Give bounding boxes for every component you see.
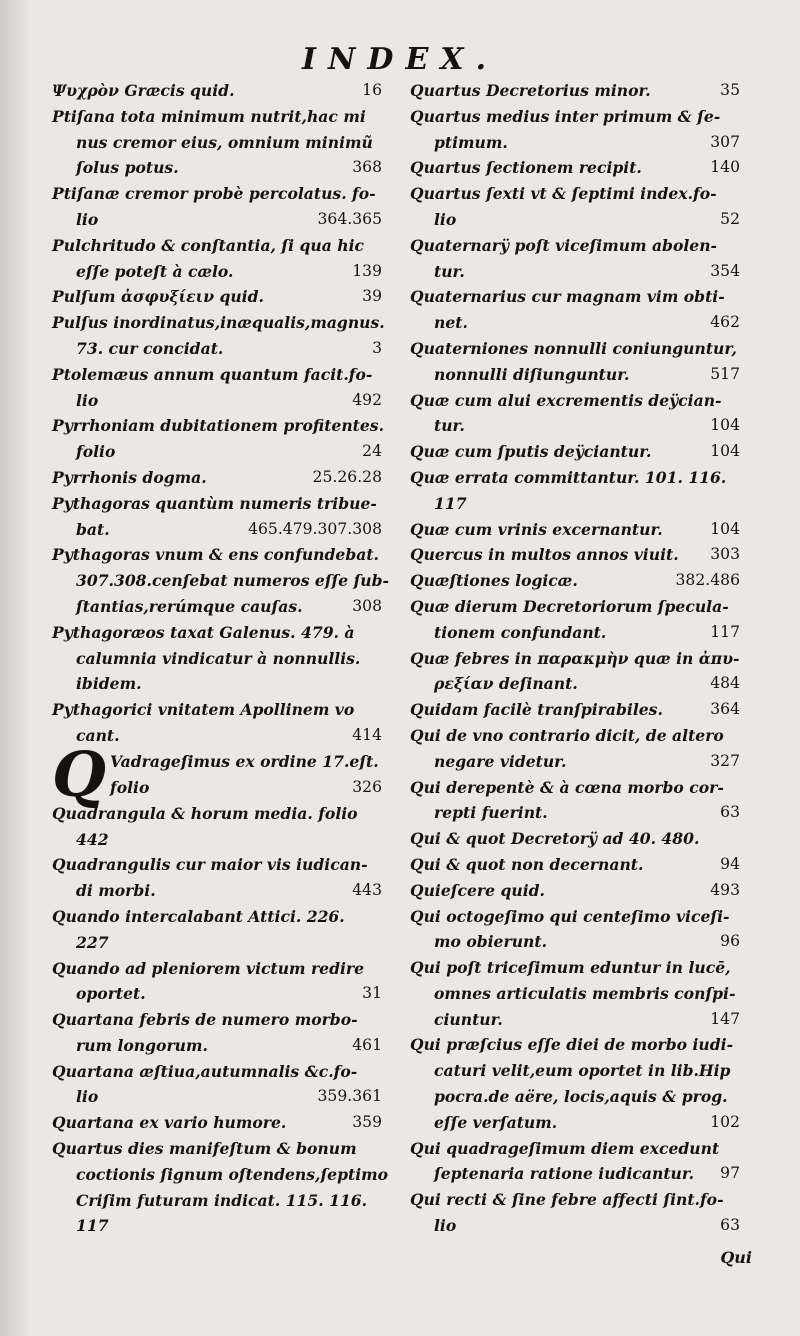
index-entry	[52, 801, 382, 853]
entry-line	[52, 1110, 382, 1136]
entry-line	[410, 439, 740, 465]
entry-text: Pulchritudo & conſtantia, ſi qua hic	[52, 235, 365, 255]
entry-text: Quadrangulis cur maior vis iudican-	[52, 855, 368, 875]
page-reference: 308	[352, 596, 382, 615]
entry-line	[410, 259, 740, 285]
entry-line	[52, 207, 382, 233]
entry-text: Quidam facilè tranſpirabiles.	[410, 700, 663, 720]
entry-text: Quæ cum alui excrementis deÿcian-	[410, 390, 722, 410]
page-reference: 414	[352, 725, 382, 744]
entry-line	[410, 336, 740, 362]
index-entry	[410, 723, 740, 775]
entry-text: 227	[76, 932, 109, 952]
page-reference: 492	[352, 390, 382, 409]
entry-text: Ptolemæus annum quantum facit.fo-	[52, 364, 373, 384]
entry-line	[52, 568, 390, 594]
entry-text: Quæ errata committantur. 101. 116.	[410, 467, 727, 487]
entry-line	[410, 1058, 740, 1084]
page-reference: 94	[720, 854, 740, 873]
entry-line	[410, 1187, 740, 1213]
page-reference: 465.479.307.308	[248, 519, 382, 538]
entry-line	[410, 310, 740, 336]
entry-text: Qui octogeſimo qui centeſimo viceſi-	[410, 906, 730, 926]
entry-text: tionem confundant.	[434, 622, 607, 642]
entry-text: cant.	[76, 725, 120, 745]
entry-line	[52, 594, 382, 620]
index-entry	[52, 465, 382, 491]
index-entry	[410, 646, 740, 698]
catchword: Qui	[720, 1248, 752, 1267]
index-entry	[52, 491, 382, 543]
entry-text: coctionis ſignum oſtendens,ſeptimo	[76, 1164, 389, 1184]
entry-line	[52, 646, 382, 672]
entry-line	[410, 388, 740, 414]
entry-text: nonnulli diſiunguntur.	[434, 364, 630, 384]
entry-text: ptimum.	[434, 132, 508, 152]
entry-text: Qui poſt triceſimum eduntur in lucē,	[410, 958, 731, 978]
page-reference: 140	[710, 158, 740, 177]
entry-text: Qui quadrageſimum diem excedunt	[410, 1138, 720, 1158]
entry-line	[52, 542, 382, 568]
entry-line	[410, 1084, 740, 1110]
index-entry	[410, 878, 740, 904]
entry-line	[52, 852, 382, 878]
entry-line	[410, 1213, 740, 1239]
entry-text: Quadrangula & horum media. folio	[52, 803, 358, 823]
page-reference: 359.361	[317, 1087, 382, 1106]
entry-text: Qui recti & ſine febre affecti ſint.fo-	[410, 1190, 724, 1210]
index-entry	[410, 904, 740, 956]
page-reference: 25.26.28	[312, 467, 382, 486]
entry-line	[52, 465, 382, 491]
entry-line	[52, 1084, 382, 1110]
entry-text: Qui præſcius eſſe diei de morbo iudi-	[410, 1035, 734, 1055]
entry-line	[110, 775, 382, 801]
entry-text: net.	[434, 313, 468, 333]
index-entry	[52, 362, 382, 414]
entry-text: caturi velit,eum oportet in lib.Hip	[434, 1061, 731, 1081]
page-reference: 493	[710, 880, 740, 899]
entry-line	[410, 749, 740, 775]
entry-text: calumnia vindicatur à nonnullis.	[76, 648, 361, 668]
entry-line	[52, 904, 382, 930]
entry-text: 117	[76, 1216, 109, 1236]
entry-line	[410, 1136, 740, 1162]
entry-text: lio	[434, 209, 457, 229]
entry-line	[52, 981, 382, 1007]
entry-line	[410, 594, 740, 620]
entry-text: rum longorum.	[76, 1035, 208, 1055]
index-entry	[410, 78, 740, 104]
entry-text: Pythagoras vnum & ens confundebat.	[52, 545, 379, 565]
entry-text: Quaternarÿ poſt viceſimum abolen-	[410, 235, 718, 255]
page-reference: 16	[362, 81, 382, 99]
index-entry	[410, 955, 740, 1032]
entry-text: Quercus in multos annos viuit.	[410, 545, 679, 565]
page-gutter-shadow	[0, 0, 30, 1336]
index-entry	[52, 181, 382, 233]
index-entry	[410, 568, 740, 594]
entry-line	[410, 620, 740, 646]
entry-text: Quando ad pleniorem victum redire	[52, 958, 365, 978]
entry-line	[52, 1007, 382, 1033]
page-reference: 307	[710, 132, 740, 151]
entry-text: eſſe poteſt à cælo.	[76, 261, 234, 281]
entry-line	[410, 697, 740, 723]
entry-text: folio	[110, 777, 150, 797]
entry-text: Pythagoras quantùm numeris tribue-	[52, 493, 377, 513]
index-entry	[410, 336, 740, 388]
entry-text: lio	[76, 1087, 99, 1107]
index-entry	[52, 310, 385, 362]
entry-text: Quæ dierum Decretoriorum ſpecula-	[410, 596, 729, 616]
entry-text: omnes articulatis membris conſpi-	[434, 983, 736, 1003]
entry-text: repti fuerint.	[434, 803, 548, 823]
index-entry	[52, 904, 382, 956]
page-reference: 39	[362, 287, 382, 306]
right-column	[410, 78, 740, 1239]
entry-text: lio	[76, 390, 99, 410]
entry-line	[410, 491, 740, 517]
index-entry	[410, 233, 740, 285]
entry-text: negare videtur.	[434, 751, 567, 771]
page-reference: 327	[710, 751, 740, 770]
index-entry	[52, 1110, 382, 1136]
entry-line	[52, 620, 382, 646]
entry-text: Pyrrhoniam dubitationem profitentes.	[52, 416, 384, 436]
index-entry	[410, 826, 740, 852]
page-reference: 139	[352, 261, 382, 280]
entry-line	[52, 1213, 382, 1239]
index-entry	[410, 1032, 740, 1135]
entry-text: Quartana febris de numero morbo-	[52, 1010, 358, 1030]
entry-line	[52, 78, 382, 104]
entry-line	[52, 284, 382, 310]
entry-text: Quartus medius inter primum & ſe-	[410, 106, 721, 126]
entry-line	[52, 233, 382, 259]
entry-line	[410, 1032, 740, 1058]
entry-text: Pythagoræos taxat Galenus. 479. à	[52, 622, 355, 642]
index-entry	[410, 697, 740, 723]
entry-text: Criſim futuram indicat. 115. 116.	[76, 1190, 368, 1210]
entry-line	[52, 517, 382, 543]
entry-line	[52, 671, 382, 697]
entry-line	[52, 259, 382, 285]
entry-text: Quartus ſexti vt & ſeptimi index.fo-	[410, 184, 717, 204]
page-reference: 31	[362, 984, 382, 1003]
entry-text: Quartus dies manifeſtum & bonum	[52, 1139, 357, 1159]
entry-text: Quaterniones nonnulli coniunguntur,	[410, 338, 737, 358]
entry-line	[410, 775, 740, 801]
entry-text: Quartus ſectionem recipit.	[410, 158, 642, 178]
index-entry	[410, 465, 740, 517]
entry-line	[410, 826, 740, 852]
page-reference: 326	[352, 777, 382, 796]
page-reference: 52	[720, 209, 740, 228]
entry-text: pocra.de aëre, locis,aquis & prog.	[434, 1087, 728, 1107]
entry-line	[410, 955, 740, 981]
index-entry	[410, 852, 740, 878]
page-reference: 104	[710, 416, 740, 435]
entry-text: Ptiſanæ cremor probè percolatus. fo-	[52, 184, 376, 204]
entry-text: ibidem.	[76, 674, 142, 694]
entry-text: Qui de vno contrario dicit, de altero	[410, 725, 724, 745]
page-reference: 462	[710, 313, 740, 332]
entry-line	[52, 439, 382, 465]
entry-text: Quieſcere quid.	[410, 880, 545, 900]
entry-text: ciuntur.	[434, 1009, 503, 1029]
page-reference: 382.486	[675, 571, 740, 590]
entry-text: Qui & quot non decernant.	[410, 854, 644, 874]
entry-line	[410, 78, 740, 104]
page-reference: 484	[710, 674, 740, 693]
entry-text: mo obierunt.	[434, 932, 548, 952]
entry-text: Quartus Decretorius minor.	[410, 81, 651, 100]
entry-line	[410, 568, 740, 594]
entry-line	[410, 800, 740, 826]
entry-text: oportet.	[76, 984, 146, 1004]
entry-line	[52, 413, 382, 439]
entry-line	[410, 155, 740, 181]
entry-line	[410, 904, 740, 930]
entry-line	[52, 155, 382, 181]
page-header: INDEX.	[301, 42, 499, 77]
entry-text: Pyrrhonis dogma.	[52, 467, 207, 487]
page-reference: 97	[720, 1164, 740, 1183]
entry-text: 117	[434, 493, 467, 513]
index-entry	[410, 517, 740, 543]
entry-text: folio	[76, 442, 116, 462]
index-entry	[410, 775, 740, 827]
index-entry	[410, 181, 740, 233]
entry-text: Vadrageſimus ex ordine 17.eſt.	[110, 751, 379, 771]
entry-text: Quartana æſtiua,autumnalis &c.fo-	[52, 1061, 358, 1081]
entry-line	[52, 362, 382, 388]
page-reference: 96	[720, 932, 740, 951]
entry-text: Quartana ex vario humore.	[52, 1113, 287, 1133]
index-entry	[410, 1136, 740, 1188]
entry-line	[52, 1059, 382, 1085]
page-reference: 35	[720, 81, 740, 99]
index-entry	[410, 439, 740, 465]
entry-text: ρεξίαν deſinant.	[434, 674, 578, 694]
drop-initial: Q	[52, 737, 107, 811]
index-entry-drop-initial	[52, 737, 382, 811]
entry-line	[410, 671, 740, 697]
entry-line	[52, 1162, 389, 1188]
entry-text: Ptiſana tota minimum nutrit,hac mi	[52, 106, 366, 126]
entry-line	[52, 181, 382, 207]
index-entry	[52, 620, 382, 697]
entry-text: Ψυχρὸν Græcis quid.	[52, 81, 235, 100]
entry-line	[52, 697, 382, 723]
entry-line	[410, 207, 740, 233]
index-entry	[52, 104, 382, 181]
entry-line	[52, 388, 382, 414]
entry-line	[410, 542, 740, 568]
entry-line	[410, 1110, 740, 1136]
entry-line	[52, 1188, 382, 1214]
page-reference: 364.365	[317, 209, 382, 228]
entry-text: nus cremor eius, omnium minimũ	[76, 132, 373, 152]
entry-line	[410, 233, 740, 259]
index-entry	[410, 155, 740, 181]
entry-text: di morbi.	[76, 881, 156, 901]
index-entry	[410, 284, 740, 336]
page-reference: 517	[710, 364, 740, 383]
entry-line	[410, 646, 740, 672]
entry-line	[52, 310, 385, 336]
entry-line	[410, 878, 740, 904]
entry-text: ſtantias,rerúmque cauſas.	[76, 596, 303, 616]
index-entry	[52, 284, 382, 310]
entry-text: Pythagorici vnitatem Apollinem vo	[52, 700, 355, 720]
index-entry	[52, 1059, 382, 1111]
index-entry	[410, 104, 740, 156]
page-reference: 63	[720, 1216, 740, 1235]
index-entry	[52, 852, 382, 904]
left-column	[52, 78, 390, 1239]
index-entry	[410, 542, 740, 568]
page-reference: 117	[710, 622, 740, 641]
page-reference: 461	[352, 1035, 382, 1054]
index-entry	[52, 1136, 389, 1239]
entry-line	[410, 981, 740, 1007]
entry-text: ſolus potus.	[76, 158, 179, 178]
entry-line	[110, 749, 382, 775]
entry-line	[52, 336, 382, 362]
page-reference: 104	[710, 519, 740, 538]
entry-text: ſeptenaria ratione iudicantur.	[434, 1164, 695, 1184]
index-entry	[52, 956, 382, 1008]
entry-text: bat.	[76, 519, 110, 539]
entry-text: Quæ cum vrinis excernantur.	[410, 519, 663, 539]
entry-text: Pulſus inordinatus,inæqualis,magnus.	[52, 313, 385, 333]
index-entry	[52, 1007, 382, 1059]
entry-line	[410, 517, 740, 543]
index-entry	[52, 233, 382, 285]
entry-line	[410, 181, 740, 207]
page-reference: 3	[372, 338, 382, 357]
page-reference: 368	[352, 158, 382, 177]
entry-line	[52, 801, 382, 827]
entry-text: eſſe verſatum.	[434, 1112, 558, 1132]
entry-text: Quæſtiones logicæ.	[410, 571, 578, 591]
entry-line	[52, 956, 382, 982]
entry-text: Quæ cum ſputis deÿciantur.	[410, 442, 652, 462]
entry-text: tur.	[434, 416, 465, 436]
entry-text: lio	[434, 1216, 457, 1236]
index-entry	[52, 78, 382, 104]
entry-line	[52, 1136, 382, 1162]
index-entry	[52, 413, 382, 465]
entry-line	[410, 413, 740, 439]
entry-line	[410, 465, 740, 491]
entry-text: Qui & quot Decretorÿ ad 40. 480.	[410, 829, 700, 849]
entry-line	[410, 1007, 740, 1033]
entry-text: tur.	[434, 261, 465, 281]
entry-text: Quando intercalabant Attici. 226.	[52, 906, 345, 926]
entry-line	[52, 930, 382, 956]
entry-line	[410, 104, 740, 130]
page-reference: 63	[720, 803, 740, 822]
entry-text: Quaternarius cur magnam vim obti-	[410, 287, 725, 307]
entry-line	[410, 929, 740, 955]
page-reference: 443	[352, 881, 382, 900]
entry-line	[52, 130, 382, 156]
index-entry	[410, 594, 740, 646]
entry-line	[410, 130, 740, 156]
entry-text: Quæ febres in παρακμὴν quæ in ἀπυ-	[410, 648, 740, 668]
page-reference: 147	[710, 1009, 740, 1028]
entry-line	[410, 852, 740, 878]
entry-text: 73. cur concidat.	[76, 338, 224, 358]
entry-line	[410, 284, 740, 310]
entry-line	[52, 878, 382, 904]
page-reference: 24	[362, 442, 382, 461]
entry-line	[52, 1033, 382, 1059]
index-entry	[410, 388, 740, 440]
index-entry	[52, 542, 390, 619]
page-reference: 303	[710, 545, 740, 564]
entry-line	[410, 362, 740, 388]
entry-line	[52, 104, 382, 130]
entry-text: 442	[76, 829, 109, 849]
entry-text: Pulſum ἀσφυξίειν quid.	[52, 287, 264, 307]
page-reference: 102	[710, 1112, 740, 1131]
page-reference: 359	[352, 1113, 382, 1132]
entry-line	[52, 491, 382, 517]
page-reference: 104	[710, 442, 740, 461]
entry-line	[410, 723, 740, 749]
entry-text: 307.308.cenſebat numeros eſſe ſub-	[76, 571, 390, 591]
entry-text: lio	[76, 209, 99, 229]
entry-line	[410, 1161, 740, 1187]
page-reference: 364	[710, 700, 740, 719]
index-entry	[410, 1187, 740, 1239]
entry-text: Qui derepentè & à cœna morbo cor-	[410, 777, 724, 797]
page-reference: 354	[710, 261, 740, 280]
entry-line	[52, 827, 382, 853]
